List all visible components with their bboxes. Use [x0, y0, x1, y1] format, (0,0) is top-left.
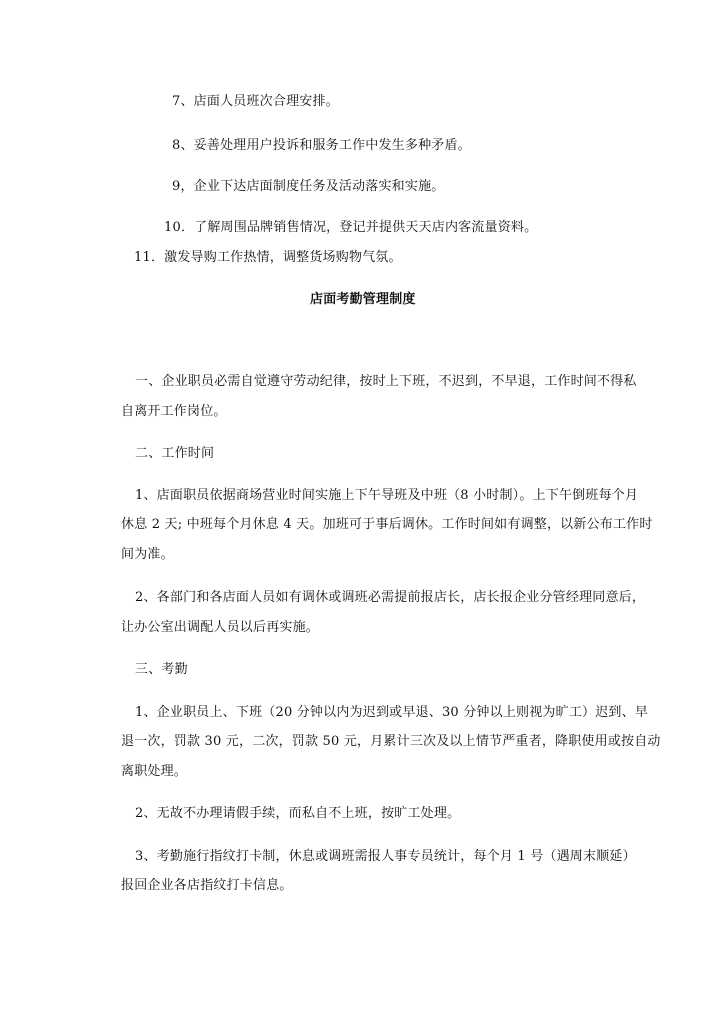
- paragraph-line: 让办公室出调配人员以后再实施。: [121, 620, 320, 635]
- paragraph-line: 3、考勤施行指纹打卡制，休息或调班需报人事专员统计，每个月 1 号（遇周末顺延）: [135, 849, 636, 864]
- section-heading: 三、考勤: [135, 662, 188, 677]
- section-title: 店面考勤管理制度: [310, 292, 416, 307]
- list-item: 11．激发导购工作热情，调整货场购物气氛。: [134, 250, 402, 265]
- paragraph-line: 报回企业各店指纹打卡信息。: [121, 878, 293, 893]
- paragraph-line: 1、企业职员上、下班（20 分钟以内为迟到或早退、30 分钟以上则视为旷工）迟到、早: [135, 705, 649, 720]
- list-item: 10．了解周围品牌销售情况，登记并提供天天店内客流量资料。: [164, 220, 538, 235]
- paragraph-line: 2、各部门和各店面人员如有调休或调班必需提前报店长，店长报企业分管经理同意后，: [135, 590, 646, 605]
- paragraph-line: 一、企业职员必需自觉遵守劳动纪律，按时上下班，不迟到，不早退，工作时间不得私: [135, 374, 637, 389]
- paragraph-line: 离职处理。: [121, 764, 188, 779]
- list-item: 9，企业下达店面制度任务及活动落实和实施。: [172, 179, 445, 194]
- paragraph-line: 1、店面职员依据商场营业时间实施上下午导班及中班（8 小时制）。上下午倒班每个月: [135, 488, 639, 503]
- paragraph-line: 休息 2 天; 中班每个月休息 4 天。加班可于事后调休。工作时间如有调整，以新公布工作时: [121, 517, 653, 532]
- list-item: 7、店面人员班次合理安排。: [172, 94, 339, 109]
- list-item: 8、妥善处理用户投诉和服务工作中发生多种矛盾。: [172, 138, 471, 153]
- section-heading: 二、工作时间: [135, 446, 215, 461]
- paragraph-line: 间为准。: [121, 547, 174, 562]
- paragraph-line: 退一次，罚款 30 元，二次，罚款 50 元，月累计三次及以上情节严重者，降职使用或按自动: [121, 734, 661, 749]
- paragraph-line: 自离开工作岗位。: [121, 404, 227, 419]
- paragraph-line: 2、无故不办理请假手续，而私自不上班，按旷工处理。: [135, 806, 461, 821]
